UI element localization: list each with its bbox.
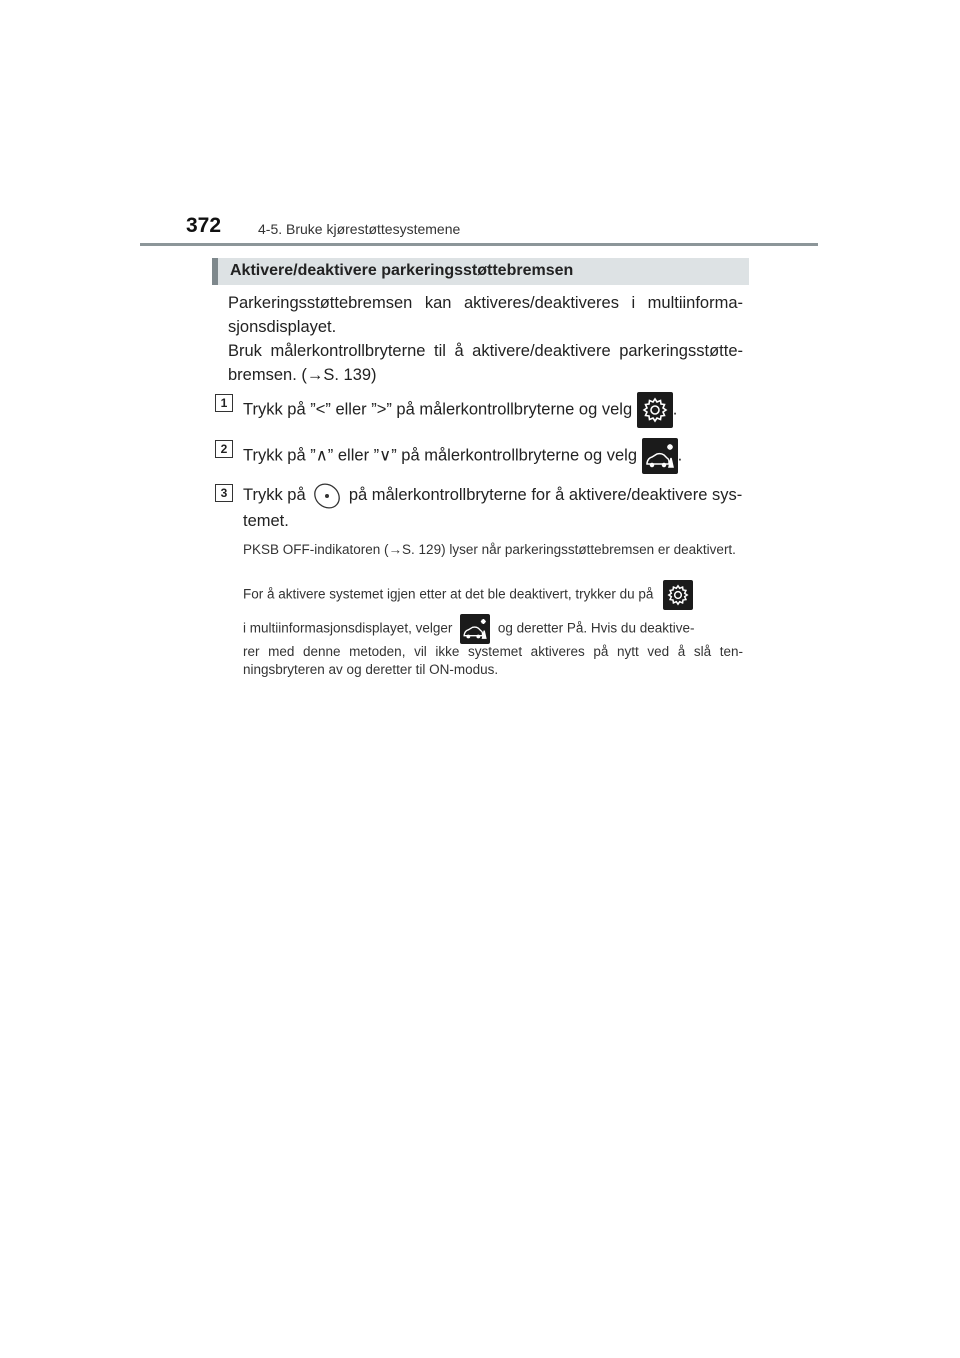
note-reactivate-line2: [243, 614, 743, 644]
intro-line: Bruk målerkontrollbryterne til å aktivere/deaktivere parkeringsstøtte-: [228, 342, 743, 360]
gear-icon: [637, 392, 673, 428]
note-text: og deretter På. Hvis du deaktive-: [497, 620, 695, 636]
gear-icon: [663, 580, 693, 610]
step-text-after: .: [677, 446, 683, 465]
header-divider: [140, 243, 818, 246]
section-header: [212, 258, 749, 285]
step-text-after: på målerkontrollbryterne for å aktivere/deaktivere sys-: [344, 486, 743, 504]
step-text: [243, 438, 743, 474]
car-sensor-icon: [460, 614, 490, 644]
section-title: Aktivere/deaktivere parkeringsstøttebremsen: [230, 262, 574, 279]
note-reactivate-line1: [243, 580, 743, 610]
step-text-before: Trykk på ”∧” eller ”∨” på målerkontrollbryterne og velg: [243, 446, 642, 465]
note-reactivate-line4: ningsbryteren av og deretter til ON-modus.: [243, 662, 499, 677]
note-pksb: PKSB OFF-indikatoren (→S. 129) lyser når parkeringsstøttebremsen er deaktivert.: [243, 542, 736, 557]
note-text: For å aktivere systemet igjen etter at det ble deaktivert, trykker du på: [243, 586, 654, 602]
enter-button-icon: [310, 483, 344, 509]
car-sensor-icon: [642, 438, 678, 474]
intro-line: Parkeringsstøttebremsen kan aktiveres/deaktiveres i multiinforma-: [228, 294, 743, 312]
step-text-after: .: [672, 400, 678, 419]
step-text-before: Trykk på ”<” eller ”>” på målerkontrollbryterne og velg: [243, 400, 637, 419]
chapter-title: 4-5. Bruke kjørestøttesystemene: [258, 221, 461, 237]
step-text: [243, 482, 743, 509]
step-number: 3: [215, 484, 233, 502]
page-number: 372: [186, 214, 222, 237]
step-number: 2: [215, 440, 233, 458]
step-text-before: Trykk på: [243, 486, 311, 504]
intro-line: sjonsdisplayet.: [228, 318, 337, 336]
intro-line: bremsen. (→S. 139): [228, 366, 377, 384]
intro-paragraph: [228, 291, 743, 387]
note-reactivate-line3: rer med denne metoden, vil ikke systemet aktiveres på nytt ved å slå ten-: [243, 644, 743, 659]
step-text: [243, 392, 743, 428]
step-number: 1: [215, 394, 233, 412]
note-text: i multiinformasjonsdisplayet, velger: [243, 620, 453, 636]
step-text-continued: temet.: [243, 512, 289, 530]
